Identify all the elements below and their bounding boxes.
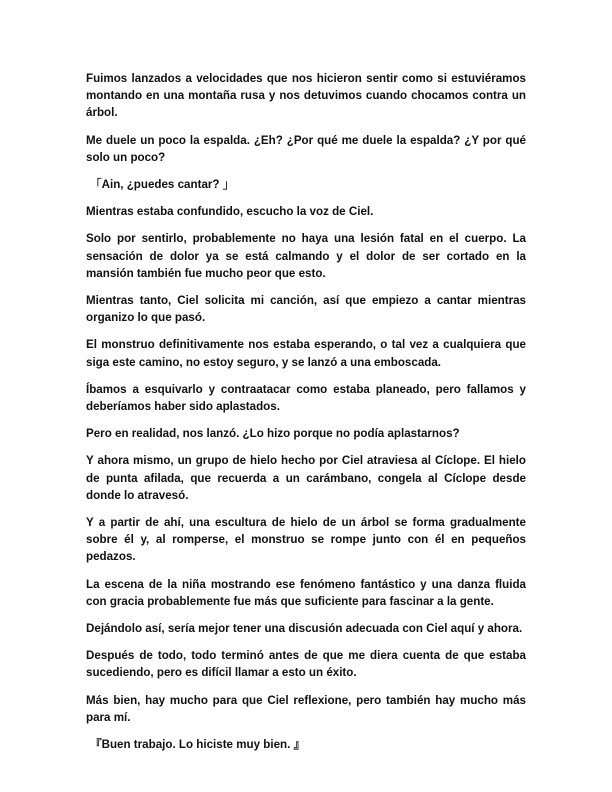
paragraph-2: Me duele un poco la espalda. ¿Eh? ¿Por qué me duele la espalda? ¿Y por qué solo un poco?: [86, 133, 526, 164]
paragraph-9: Pero en realidad, nos lanzó. ¿Lo hizo porque no podía aplastarnos?: [86, 427, 460, 441]
paragraph-15: Más bien, hay mucho para que Ciel reflexione, pero también hay mucho más para mí.: [86, 693, 526, 724]
paragraph-10: Y ahora mismo, un grupo de hielo hecho por Ciel atraviesa al Cíclope. El hielo de punta afilada, que recuerda a un carámbano, congela al Cíclope desde donde lo atravesó.: [86, 454, 526, 502]
paragraph-7: El monstruo definitivamente nos estaba esperando, o tal vez a cualquiera que siga este camino, no estoy seguro, y se lanzó a una emboscada.: [86, 338, 526, 369]
paragraph-3-dialogue: 「Ain, ¿puedes cantar? 」: [90, 178, 235, 192]
paragraph-11: Y a partir de ahí, una escultura de hielo de un árbol se forma gradualmente sobre él y, al romperse, el monstruo se rompe junto con él en pequeños pedazos.: [86, 516, 526, 564]
paragraph-4: Mientras estaba confundido, escucho la voz de Ciel.: [86, 205, 374, 219]
document-body: [86, 70, 526, 763]
paragraph-14: Después de todo, todo terminó antes de que me diera cuenta de que estaba sucediendo, pero es difícil llamar a esto un éxito.: [86, 649, 526, 680]
paragraph-16-dialogue: 『Buen trabajo. Lo hiciste muy bien. 』: [90, 738, 306, 752]
paragraph-13: Dejándolo así, sería mejor tener una discusión adecuada con Ciel aquí y ahora.: [86, 622, 523, 636]
paragraph-6: Mientras tanto, Ciel solicita mi canción, así que empiezo a cantar mientras organizo lo que pasó.: [86, 294, 526, 325]
paragraph-5: Solo por sentirlo, probablemente no haya una lesión fatal en el cuerpo. La sensación de dolor ya se está calmando y el dolor de ser cortado en la mansión también fue mucho peor que esto.: [86, 232, 526, 280]
paragraph-1: Fuimos lanzados a velocidades que nos hicieron sentir como si estuviéramos montando en una montaña rusa y nos detuvimos cuando chocamos contra un árbol.: [86, 72, 526, 120]
paragraph-12: La escena de la niña mostrando ese fenómeno fantástico y una danza fluida con gracia probablemente fue más que suficiente para fascinar a la gente.: [86, 577, 526, 608]
paragraph-8: Íbamos a esquivarlo y contraatacar como estaba planeado, pero fallamos y deberíamos haber sido aplastados.: [86, 382, 526, 414]
